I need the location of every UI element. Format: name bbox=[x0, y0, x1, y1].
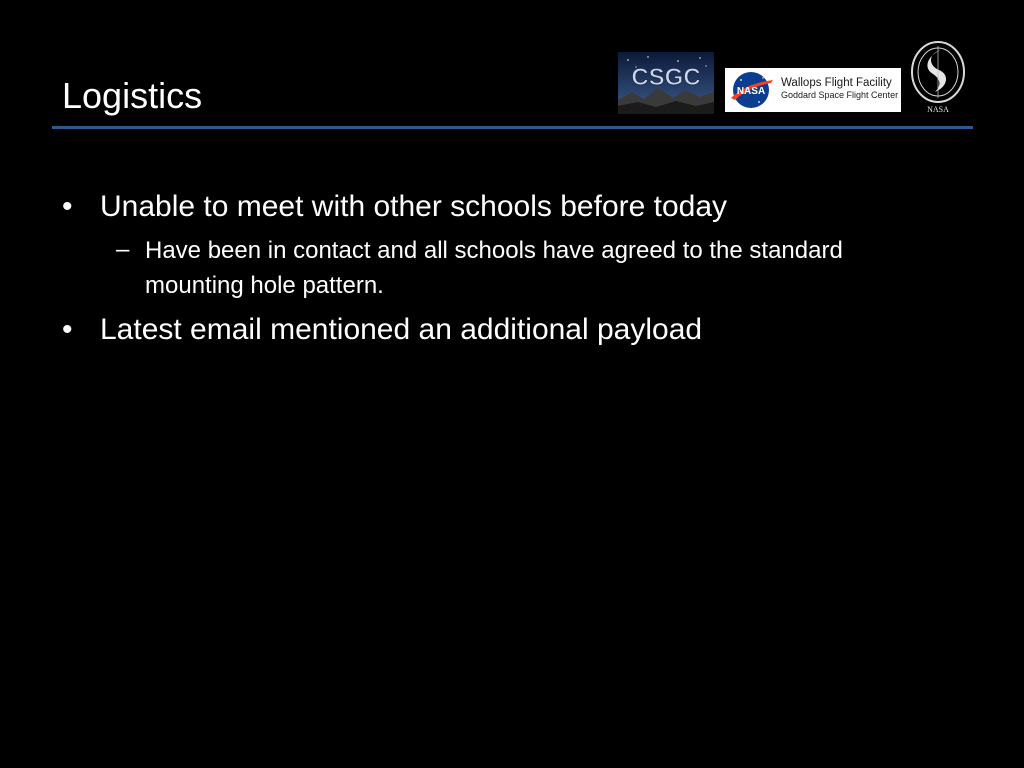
slide-title: Logistics bbox=[62, 75, 203, 116]
csgc-logo bbox=[618, 52, 714, 114]
bullet-marker: • bbox=[62, 190, 73, 223]
bullet-marker: • bbox=[62, 313, 73, 346]
nasa-meatball-text: NASA bbox=[736, 86, 766, 97]
bullet-item: Unable to meet with other schools before today bbox=[100, 190, 728, 223]
bullet-item: Latest email mentioned an additional payload bbox=[100, 313, 703, 346]
wallops-logo bbox=[725, 68, 901, 112]
csgc-logo-text: CSGC bbox=[631, 64, 701, 91]
nasa-meatball-icon bbox=[729, 70, 777, 110]
wallops-subtitle: Goddard Space Flight Center bbox=[781, 90, 899, 100]
space-grant-seal-logo bbox=[909, 40, 967, 116]
seal-text: NASA bbox=[927, 105, 949, 114]
title-divider bbox=[52, 126, 973, 129]
wallops-title: Wallops Flight Facility bbox=[781, 77, 892, 89]
sub-bullet-item: Have been in contact and all schools have agreed to the standard mounting hole pattern. bbox=[145, 237, 843, 299]
sub-bullet-marker: – bbox=[116, 236, 130, 263]
